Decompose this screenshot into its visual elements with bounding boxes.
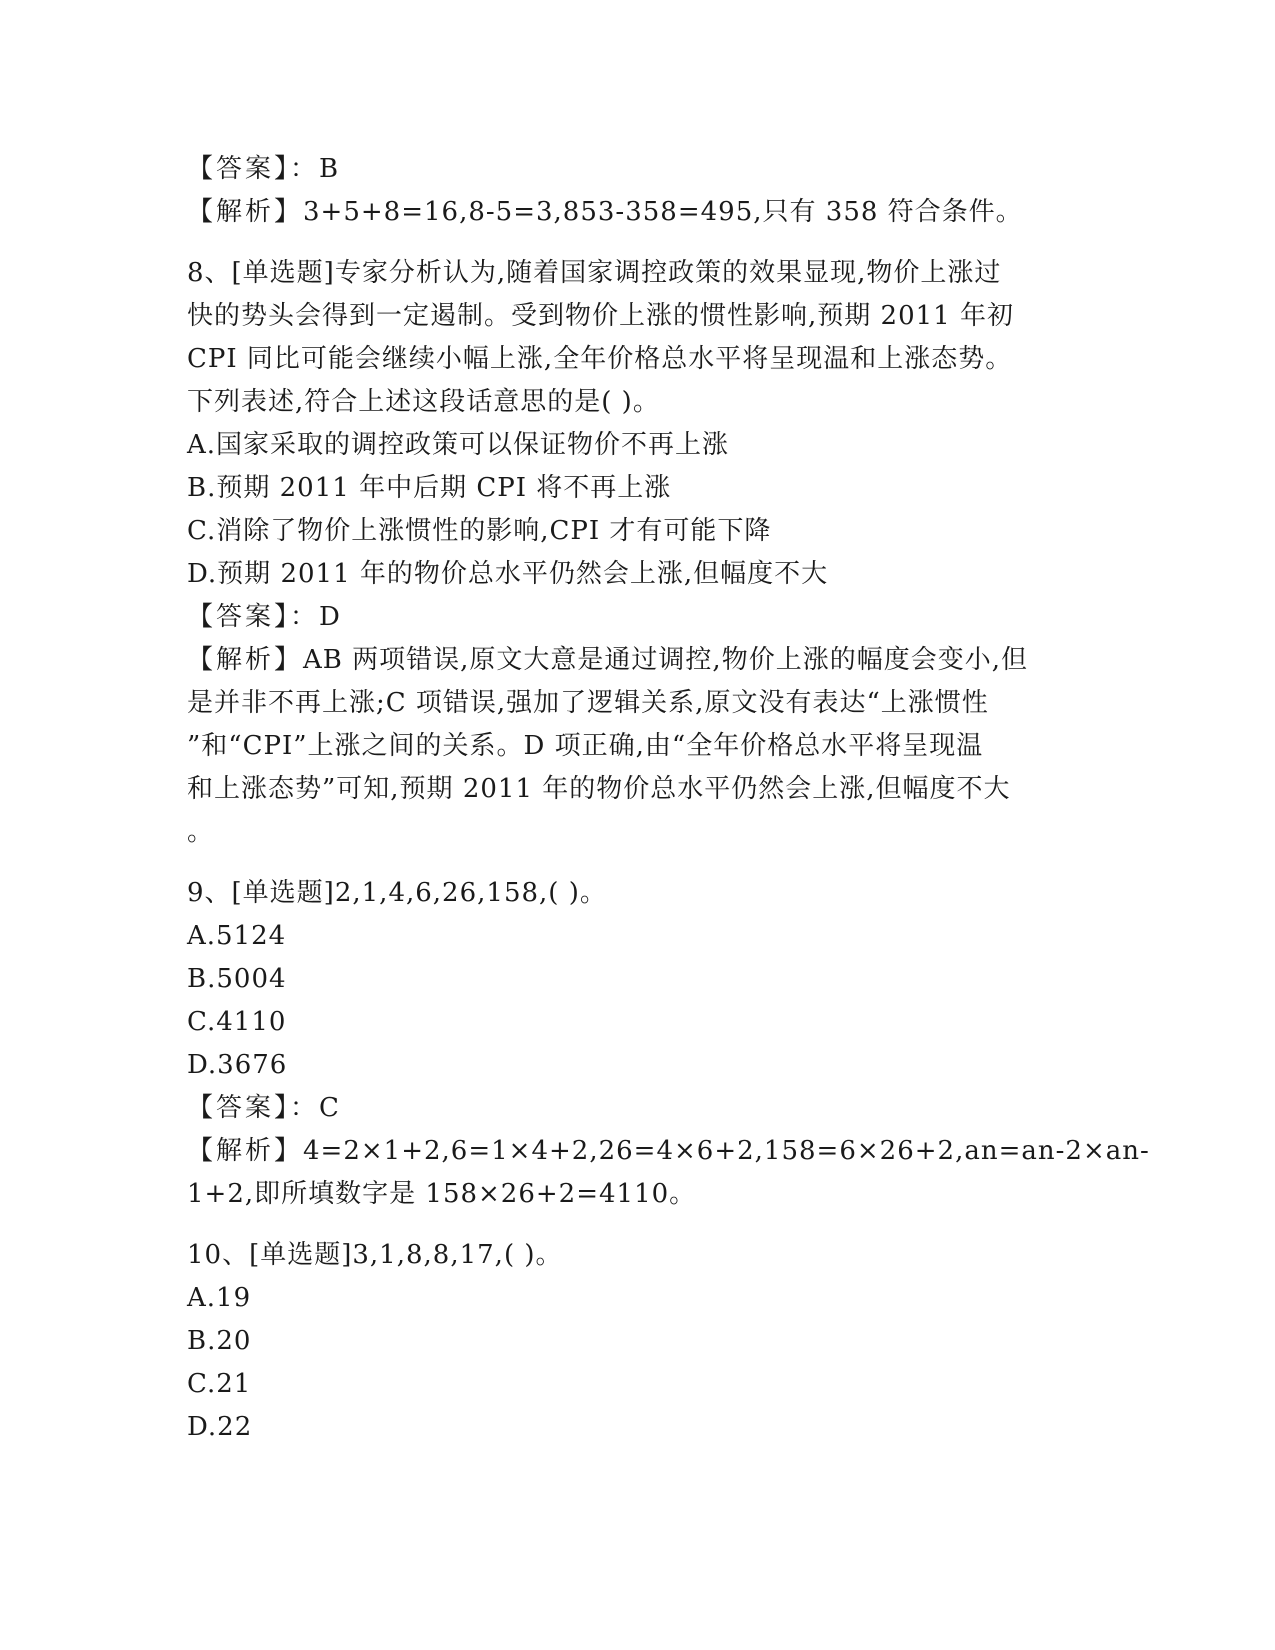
- option-c: C.消除了物价上涨惯性的影响,CPI 才有可能下降: [187, 516, 772, 546]
- analysis-line: [187, 639, 1087, 682]
- analysis-line: 是并非不再上涨;C 项错误,强加了逻辑关系,原文没有表达“上涨惯性: [187, 688, 989, 718]
- question-stem-line: 快的势头会得到一定遏制。受到物价上涨的惯性影响,预期 2011 年初: [187, 301, 1014, 331]
- answer-label: 【答案】：: [187, 154, 320, 184]
- answer-label: 【答案】：: [187, 1093, 320, 1123]
- analysis-text: AB 两项错误,原文大意是通过调控,物价上涨的幅度会变小,但: [303, 645, 1028, 675]
- option-a: A.5124: [187, 921, 287, 951]
- analysis-line: [187, 1130, 1150, 1173]
- analysis-label: 【解析】: [187, 197, 304, 227]
- option-b: B.预期 2011 年中后期 CPI 将不再上涨: [187, 473, 672, 503]
- answer-line: [187, 148, 1087, 191]
- answer-value: D: [319, 602, 341, 632]
- document-content: [187, 148, 1150, 1449]
- option-d: D.22: [187, 1412, 253, 1442]
- question-9: [187, 872, 1150, 1216]
- analysis-line: 1+2,即所填数字是 158×26+2=4110。: [187, 1179, 697, 1209]
- analysis-text: 3+5+8=16,8-5=3,853-358=495,只有 358 符合条件。: [303, 197, 1023, 227]
- question-stem-line: 8、[单选题]专家分析认为,随着国家调控政策的效果显现,物价上涨过: [187, 258, 1002, 288]
- question-8: [187, 252, 1087, 854]
- answer-line: [187, 596, 1087, 639]
- option-c: C.21: [187, 1369, 252, 1399]
- option-a: A.19: [187, 1283, 252, 1313]
- question-10: [187, 1234, 1087, 1449]
- question-stem-line: CPI 同比可能会继续小幅上涨,全年价格总水平将呈现温和上涨态势。: [187, 344, 1013, 374]
- prev-question-tail: [187, 148, 1087, 234]
- analysis-line: 。: [187, 817, 215, 847]
- option-a: A.国家采取的调控政策可以保证物价不再上涨: [187, 430, 730, 460]
- analysis-text: 4=2×1+2,6=1×4+2,26=4×6+2,158=6×26+2,an=an-2×an-: [303, 1136, 1150, 1166]
- question-stem-line: 9、[单选题]2,1,4,6,26,158,( )。: [187, 878, 607, 908]
- answer-line: [187, 1087, 1087, 1130]
- option-c: C.4110: [187, 1007, 287, 1037]
- answer-value: B: [319, 154, 340, 184]
- option-d: D.3676: [187, 1050, 288, 1080]
- answer-value: C: [319, 1093, 340, 1123]
- analysis-line: ”和“CPI”上涨之间的关系。D 项正确,由“全年价格总水平将呈现温: [187, 731, 984, 761]
- question-stem-line: 10、[单选题]3,1,8,8,17,( )。: [187, 1240, 563, 1270]
- option-b: B.20: [187, 1326, 252, 1356]
- analysis-line: [187, 191, 1087, 234]
- option-b: B.5004: [187, 964, 287, 994]
- option-d: D.预期 2011 年的物价总水平仍然会上涨,但幅度不大: [187, 559, 829, 589]
- analysis-line: 和上涨态势”可知,预期 2011 年的物价总水平仍然会上涨,但幅度不大: [187, 774, 1011, 804]
- analysis-label: 【解析】: [187, 645, 304, 675]
- analysis-label: 【解析】: [187, 1136, 304, 1166]
- question-stem-line: 下列表述,符合上述这段话意思的是( )。: [187, 387, 660, 417]
- answer-label: 【答案】：: [187, 602, 320, 632]
